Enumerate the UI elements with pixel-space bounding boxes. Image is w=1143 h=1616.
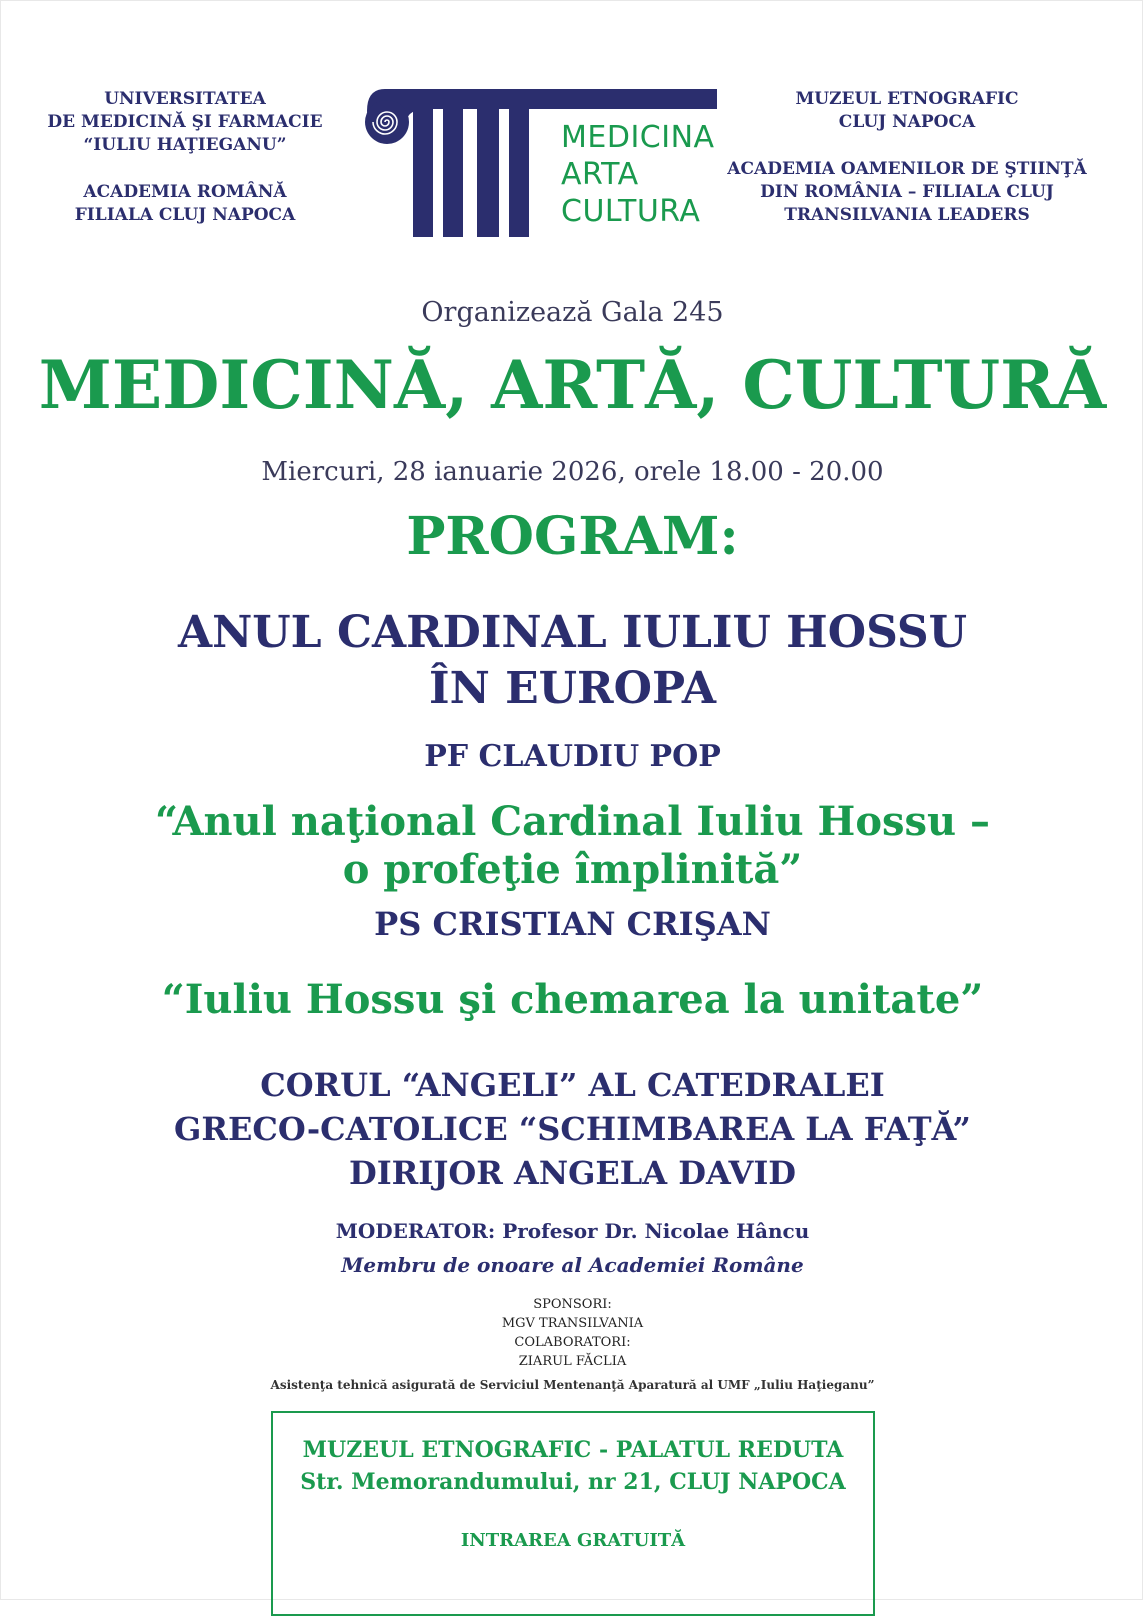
moderator-name: Profesor Dr. Nicolae Hâncu	[502, 1219, 810, 1243]
moderator-line	[1, 1219, 1143, 1243]
org-left-line: “IULIU HAŢIEGANU”	[83, 135, 287, 155]
org-right-line: MUZEUL ETNOGRAFIC	[795, 89, 1019, 109]
event-title: MEDICINĂ, ARTĂ, CULTURĂ	[38, 346, 1107, 424]
choir-section	[1, 1063, 1143, 1195]
sponsors-label: SPONSORI:	[533, 1297, 612, 1312]
gala-subtitle: Organizează Gala 245	[421, 297, 724, 328]
sponsor-name: MGV TRANSILVANIA	[501, 1316, 644, 1331]
logo-word: CULTURA	[561, 194, 701, 229]
venue-box	[271, 1411, 875, 1616]
organizers-right	[709, 88, 1105, 227]
org-left-line: UNIVERSITATEA	[104, 89, 266, 109]
logo-wordmark	[561, 119, 715, 230]
talk-title: “Iuliu Hossu şi chemarea la unitate”	[161, 976, 984, 1023]
main-topic	[1, 605, 1143, 717]
logo-word: MEDICINA	[561, 120, 715, 155]
org-right-line: CLUJ NAPOCA	[838, 112, 976, 132]
talk-title	[1, 798, 1143, 894]
main-topic-line: ANUL CARDINAL IULIU HOSSU	[177, 607, 968, 658]
main-topic-line: ÎN EUROPA	[429, 663, 716, 714]
talk-title-line: “Anul naţional Cardinal Iuliu Hossu –	[154, 798, 991, 845]
org-right-line: TRANSILVANIA LEADERS	[784, 205, 1030, 225]
venue-address: Str. Memorandumului, nr 21, CLUJ NAPOCA	[300, 1469, 846, 1495]
org-right-line: DIN ROMÂNIA – FILIALA CLUJ	[760, 182, 1054, 202]
choir-line: GRECO-CATOLICE “SCHIMBAREA LA FAŢĂ”	[174, 1110, 971, 1148]
logo-word: ARTA	[561, 157, 639, 192]
event-date: Miercuri, 28 ianuarie 2026, orele 18.00 - 20.00	[261, 457, 884, 487]
moderator-title: Membru de onoare al Academiei Române	[341, 1253, 804, 1277]
talk-title-line: o profeţie împlinită”	[342, 846, 803, 893]
moderator-label: MODERATOR:	[335, 1219, 496, 1243]
org-left-line: DE MEDICINĂ ŞI FARMACIE	[47, 112, 323, 132]
speaker-name: PS CRISTIAN CRIŞAN	[374, 905, 771, 943]
program-heading: PROGRAM:	[406, 506, 739, 567]
technical-assistance-note: Asistenţa tehnică asigurată de Serviciul Mentenanţă Aparatură al UMF „Iuliu Haţieganu”	[270, 1378, 875, 1392]
choir-line: DIRIJOR ANGELA DAVID	[348, 1154, 797, 1192]
collaborator-name: ZIARUL FĂCLIA	[518, 1354, 627, 1369]
organizers-left	[35, 88, 335, 227]
choir-line: CORUL “ANGELI” AL CATEDRALEI	[260, 1066, 885, 1104]
venue-name: MUZEUL ETNOGRAFIC - PALATUL REDUTA	[302, 1437, 844, 1463]
free-entry-note: INTRAREA GRATUITĂ	[460, 1530, 686, 1551]
sponsors-block	[1, 1295, 1143, 1371]
org-right-line: ACADEMIA OAMENILOR DE ŞTIINŢĂ	[727, 159, 1087, 179]
org-left-line: FILIALA CLUJ NAPOCA	[74, 205, 296, 225]
org-left-line: ACADEMIA ROMÂNĂ	[83, 182, 287, 202]
speaker-name: PF CLAUDIU POP	[424, 739, 721, 774]
collaborators-label: COLABORATORI:	[514, 1335, 631, 1350]
